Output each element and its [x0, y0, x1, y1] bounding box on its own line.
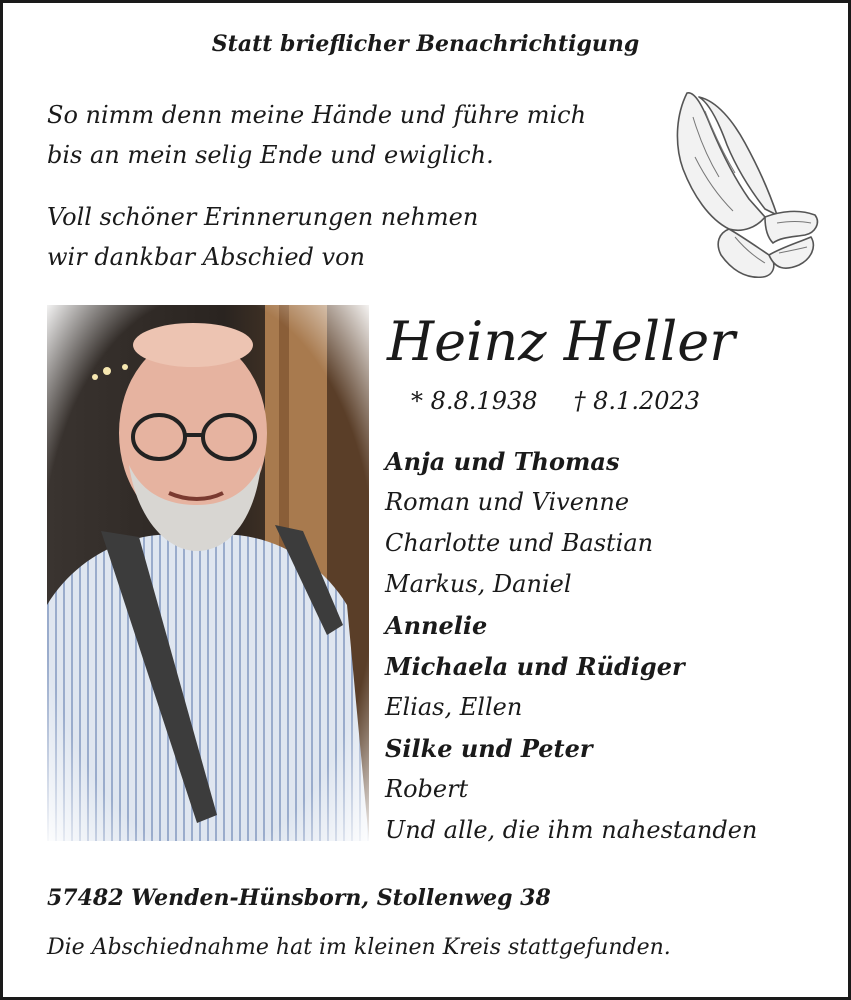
deceased-name: Heinz Heller: [387, 310, 736, 373]
family-line: Annelie: [385, 611, 488, 640]
farewell-line: Voll schöner Erinnerungen nehmen: [47, 203, 479, 231]
verse-line: bis an mein selig Ende und ewiglich.: [47, 141, 494, 169]
verse-line: So nimm denn meine Hände und führe mich: [47, 101, 587, 129]
farewell-block: [47, 197, 478, 277]
praying-hands-icon: [665, 87, 821, 283]
family-line: Anja und Thomas: [385, 447, 620, 476]
verse-block: [47, 95, 586, 175]
family-line: Charlotte und Bastian: [385, 529, 654, 557]
address-line: 57482 Wenden-Hünsborn, Stollenweg 38: [47, 885, 551, 911]
family-line: Und alle, die ihm nahestanden: [385, 816, 758, 844]
family-list: [385, 441, 757, 851]
notice-header: Statt brieflicher Benachrichtigung: [211, 31, 640, 57]
birth-date: * 8.8.1938: [411, 387, 538, 415]
family-line: Silke und Peter: [385, 734, 593, 763]
death-date: † 8.1.2023: [573, 387, 701, 415]
family-line: Robert: [385, 775, 469, 803]
family-line: Michaela und Rüdiger: [385, 652, 685, 681]
farewell-note: Die Abschiednahme hat im kleinen Kreis stattgefunden.: [47, 935, 671, 960]
family-line: Markus, Daniel: [385, 570, 572, 598]
farewell-line: wir dankbar Abschied von: [47, 243, 366, 271]
life-dates: [411, 381, 700, 421]
family-line: Roman und Vivenne: [385, 488, 630, 516]
portrait-photo: [47, 305, 369, 841]
family-line: Elias, Ellen: [385, 693, 523, 721]
